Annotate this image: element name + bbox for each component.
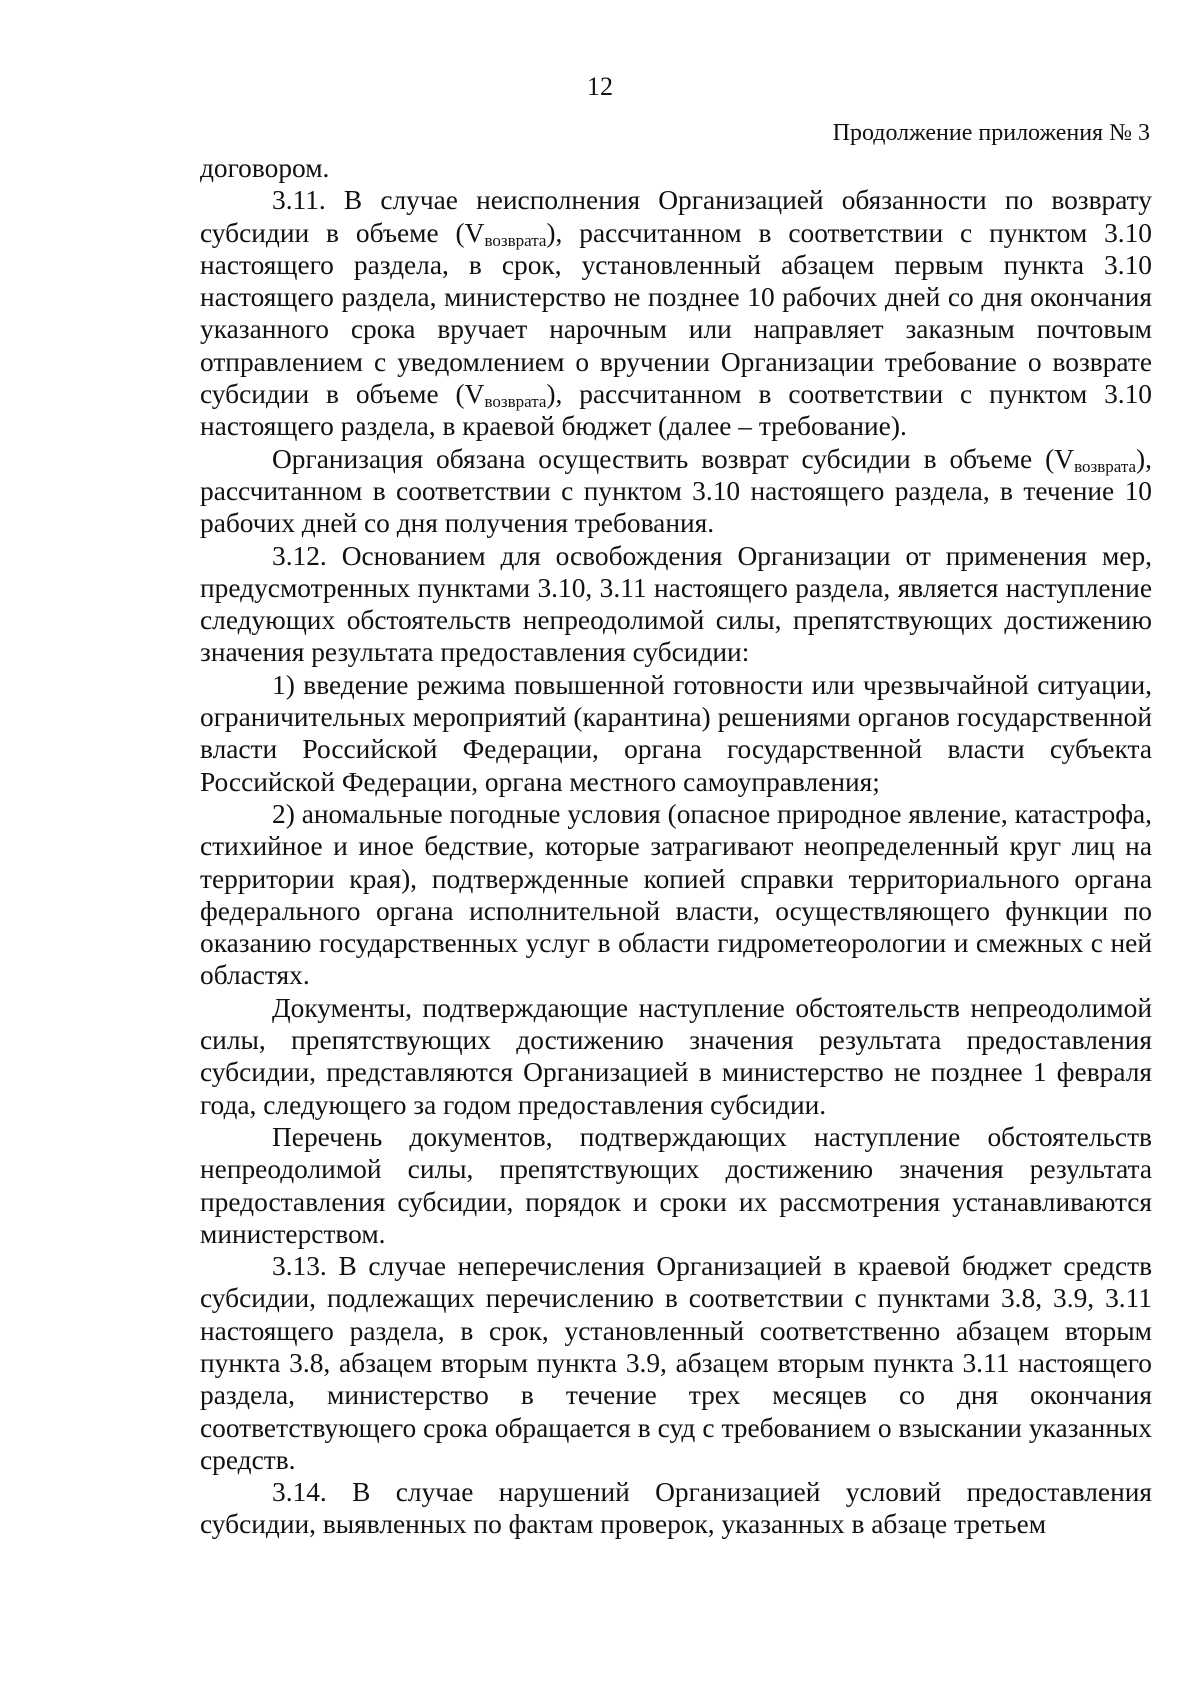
paragraph-3-11-middle: ), рассчитанном в соответствии с пунктом 3.10 настоящего раздела, в срок, установленный абзацем первым пункта 3.10 настоящего раздела, министерство не позднее 10 рабочих дней со дня окончания указанного срока вручает нарочным или направляет заказным почтовым отправлением с уведомлением о вручении Организации требование о возврате субсидии в объеме (V [200, 217, 1152, 410]
paragraph-obligation-end: ), рассчитанном в соответствии с пунктом 3.10 настоящего раздела, в течение 10 рабочих дней со дня получения требования. [200, 443, 1152, 539]
subscript-vozvrata: возврата [484, 230, 547, 250]
paragraph-3-11-end: ), рассчитанном в соответствии с пунктом 3.10 настоящего раздела, в краевой бюджет (далее – требование). [200, 379, 1152, 442]
subscript-vozvrata: возврата [484, 392, 547, 412]
page-number: 12 [587, 72, 613, 101]
paragraph-3-12: 3.12. Основанием для освобождения Организации от применения мер, предусмотренных пунктами 3.10, 3.11 настоящего раздела, является наступление следующих обстоятельств непреодолимой силы, препятствующих достижению значения результата предоставления субсидии: [200, 540, 1152, 668]
document-body [200, 152, 1152, 1541]
list-item-1: 1) введение режима повышенной готовности или чрезвычайной ситуации, ограничительных мероприятий (карантина) решениями органов государственной власти Российской Федерации, органа государственной власти субъекта Российской Федерации, органа местного самоуправления; [200, 669, 1152, 797]
paragraph-3-14: 3.14. В случае нарушений Организацией условий предоставления субсидии, выявленных по фактам проверок, указанных в абзаце третьем [200, 1477, 1152, 1540]
subscript-vozvrata: возврата [1074, 456, 1137, 476]
paragraph-list-of-documents: Перечень документов, подтверждающих наступление обстоятельств непреодолимой силы, препятствующих достижению значения результата предоставления субсидии, порядок и сроки их рассмотрения устанавливаются министерством. [200, 1121, 1152, 1249]
paragraph-3-11 [200, 184, 1152, 442]
paragraph-documents: Документы, подтверждающие наступление обстоятельств непреодолимой силы, препятствующих достижению значения результата предоставления субсидии, представляются Организацией в министерство не позднее 1 февраля года, следующего за годом предоставления субсидии. [200, 992, 1152, 1120]
paragraph-obligation-start: Организация обязана осуществить возврат субсидии в объеме (V [272, 443, 1075, 474]
paragraph-3-13: 3.13. В случае неперечисления Организацией в краевой бюджет средств субсидии, подлежащих перечислению в соответствии с пунктами 3.8, 3.9, 3.11 настоящего раздела, в срок, установленный соответственно абзацем вторым пункта 3.8, абзацем вторым пункта 3.9, абзацем вторым пункта 3.11 настоящего раздела, министерство в течение трех месяцев со дня окончания соответствующего срока обращается в суд с требованием о взыскании указанных средств. [200, 1251, 1152, 1475]
paragraph-obligation [200, 443, 1152, 540]
paragraph-continuation: договором. [200, 153, 330, 183]
header-note: Продолжение приложения № 3 [832, 120, 1150, 146]
paragraph-3-11-start: 3.11. В случае неисполнения Организацией обязанности по возврату субсидии в объеме (V [200, 185, 1152, 248]
list-item-2: 2) аномальные погодные условия (опасное природное явление, катастрофа, стихийное и иное бедствие, которые затрагивают неопределенный круг лиц на территории края), подтвержденные копией справки территориального органа федерального органа исполнительной власти, осуществляющего функции по оказанию государственных услуг в области гидрометеорологии и смежных с ней областях. [200, 798, 1152, 991]
